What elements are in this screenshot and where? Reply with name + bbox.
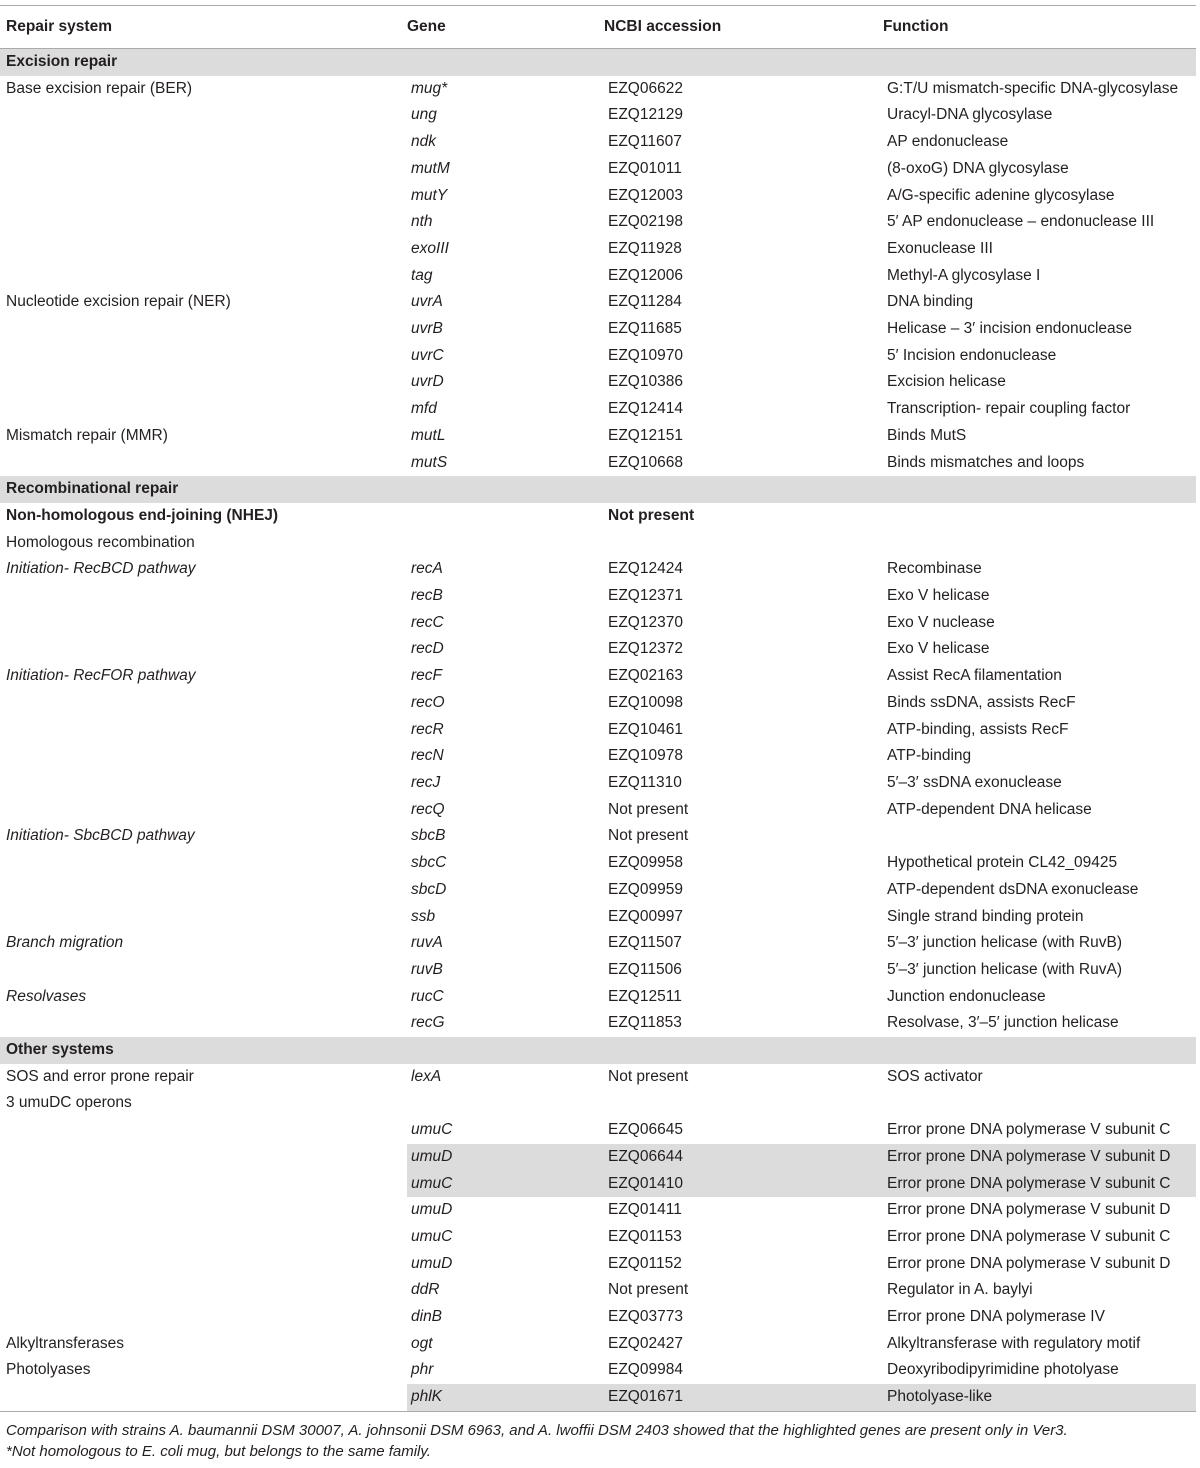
function-cell: Binds MutS xyxy=(887,426,967,444)
footnote-comparison: Comparison with strains A. baumannii DSM 30007, A. johnsonii DSM 6963, and A. lwoffii DSM 2403 showed that the highlighted genes are present only in Ver3. xyxy=(6,1422,1068,1439)
repair-system-cell xyxy=(0,743,407,770)
function-cell: (8-oxoG) DNA glycosylase xyxy=(887,159,1069,177)
gene-cell: mutY xyxy=(411,186,448,204)
accession-cell: EZQ01011 xyxy=(608,159,682,177)
repair-system-cell xyxy=(0,877,407,904)
table-row xyxy=(0,1010,1196,1037)
gene-cell: ung xyxy=(411,106,437,124)
accession-cell: EZQ12129 xyxy=(608,106,683,124)
gene-cell: ruvA xyxy=(411,934,443,952)
table-footnotes xyxy=(6,1420,1068,1462)
table-row xyxy=(0,1384,1196,1411)
accession-cell: EZQ06644 xyxy=(604,1144,883,1171)
table-row xyxy=(0,423,1196,450)
gene-cell: recJ xyxy=(411,773,441,791)
function-cell: Photolyase-like xyxy=(883,1384,1196,1411)
table-row xyxy=(0,663,1196,690)
gene-cell: mutS xyxy=(411,453,448,471)
table-row xyxy=(0,369,1196,396)
repair-system-cell xyxy=(0,690,407,717)
table-row xyxy=(0,503,1196,530)
gene-cell: uvrD xyxy=(411,373,444,391)
function-cell: Error prone DNA polymerase V subunit C xyxy=(887,1227,1171,1245)
gene-cell: sbcD xyxy=(411,880,447,898)
accession-cell: EZQ00997 xyxy=(608,907,683,925)
repair-system-cell: Base excision repair (BER) xyxy=(6,79,193,97)
accession-cell: EZQ01410 xyxy=(604,1171,883,1198)
gene-cell: recQ xyxy=(411,800,445,818)
gene-cell: recF xyxy=(411,667,442,685)
repair-system-cell xyxy=(0,316,407,343)
function-cell: Error prone DNA polymerase V subunit C xyxy=(887,1121,1171,1139)
accession-cell: EZQ02163 xyxy=(608,667,683,685)
table-body xyxy=(0,49,1196,1412)
function-cell: Error prone DNA polymerase V subunit D xyxy=(887,1254,1171,1272)
gene-cell: recO xyxy=(411,693,445,711)
table-row xyxy=(0,396,1196,423)
table-row xyxy=(0,1117,1196,1144)
table-row xyxy=(0,1224,1196,1251)
gene-cell: recN xyxy=(411,747,444,765)
function-cell: Deoxyribodipyrimidine photolyase xyxy=(887,1361,1119,1379)
repair-system-cell xyxy=(0,904,407,931)
repair-system-cell xyxy=(0,156,407,183)
gene-cell xyxy=(407,503,604,530)
table-row xyxy=(0,1144,1196,1171)
repair-system-cell xyxy=(0,610,407,637)
accession-cell: EZQ02427 xyxy=(608,1334,683,1352)
table-row xyxy=(0,610,1196,637)
table-row xyxy=(0,1251,1196,1278)
gene-cell: ogt xyxy=(411,1334,433,1352)
table-row xyxy=(0,1357,1196,1384)
table-row xyxy=(0,957,1196,984)
accession-cell: EZQ12372 xyxy=(608,640,683,658)
table-row xyxy=(0,1171,1196,1198)
table-row xyxy=(0,316,1196,343)
gene-cell: sbcC xyxy=(411,854,447,872)
table-row xyxy=(0,263,1196,290)
table-row xyxy=(0,450,1196,477)
repair-system-cell: SOS and error prone repair xyxy=(6,1067,194,1085)
function-cell: Regulator in A. baylyi xyxy=(887,1281,1033,1299)
repair-system-cell xyxy=(0,1304,407,1331)
accession-cell: EZQ09959 xyxy=(608,880,683,898)
accession-cell: EZQ12511 xyxy=(608,987,682,1005)
repair-system-cell xyxy=(0,1144,407,1171)
gene-cell: mutL xyxy=(411,426,446,444)
gene-cell xyxy=(407,530,604,557)
repair-system-cell xyxy=(0,1224,407,1251)
section-header-row xyxy=(0,1037,1196,1064)
header-gene: Gene xyxy=(407,6,604,49)
repair-system-cell xyxy=(0,636,407,663)
accession-cell: EZQ11607 xyxy=(608,133,682,151)
function-cell: Methyl-A glycosylase I xyxy=(887,266,1041,284)
accession-cell xyxy=(604,530,883,557)
accession-cell: EZQ12414 xyxy=(608,400,683,418)
repair-system-cell xyxy=(0,209,407,236)
gene-cell: tag xyxy=(411,266,433,284)
gene-cell xyxy=(407,1090,604,1117)
function-cell: Helicase – 3′ incision endonuclease xyxy=(887,320,1133,338)
function-cell: Assist RecA filamentation xyxy=(887,667,1062,685)
table-row xyxy=(0,1277,1196,1304)
function-cell: Binds ssDNA, assists RecF xyxy=(887,693,1076,711)
function-cell: Hypothetical protein CL42_09425 xyxy=(887,854,1118,872)
section-title: Recombinational repair xyxy=(0,476,1196,503)
footnote-mug: *Not homologous to E. coli mug, but belongs to the same family. xyxy=(6,1443,431,1460)
table-row xyxy=(0,717,1196,744)
accession-cell: EZQ12003 xyxy=(608,186,683,204)
repair-system-cell xyxy=(0,129,407,156)
repair-system-cell xyxy=(0,1010,407,1037)
accession-cell: EZQ10970 xyxy=(608,346,683,364)
table-row xyxy=(0,1331,1196,1358)
function-cell: ATP-binding, assists RecF xyxy=(887,720,1069,738)
gene-cell: recA xyxy=(411,560,443,578)
function-cell: ATP-binding xyxy=(887,747,972,765)
function-cell xyxy=(883,503,1196,530)
gene-cell: recR xyxy=(411,720,444,738)
gene-cell: mfd xyxy=(411,400,437,418)
repair-system-cell xyxy=(0,183,407,210)
table-row xyxy=(0,129,1196,156)
gene-cell: rucC xyxy=(411,987,444,1005)
repair-system-cell: Alkyltransferases xyxy=(6,1334,125,1352)
accession-cell: EZQ10386 xyxy=(608,373,683,391)
repair-genes-table xyxy=(0,5,1196,1412)
table-row xyxy=(0,530,1196,557)
function-cell: Exo V helicase xyxy=(887,587,990,605)
function-cell: Exo V nuclease xyxy=(887,613,995,631)
repair-system-cell xyxy=(0,369,407,396)
function-cell: DNA binding xyxy=(887,293,974,311)
repair-system-cell: Initiation- RecFOR pathway xyxy=(6,667,196,685)
table-row xyxy=(0,183,1196,210)
repair-system-cell: Branch migration xyxy=(6,934,124,952)
function-cell: Transcription- repair coupling factor xyxy=(887,400,1131,418)
repair-system-cell: Initiation- RecBCD pathway xyxy=(6,560,196,578)
accession-cell: EZQ06645 xyxy=(608,1121,683,1139)
repair-system-cell: Non-homologous end-joining (NHEJ) xyxy=(6,506,279,524)
gene-cell: umuD xyxy=(407,1144,604,1171)
section-header-row xyxy=(0,49,1196,76)
gene-cell: umuC xyxy=(411,1227,453,1245)
function-cell: 5′–3′ junction helicase (with RuvB) xyxy=(887,934,1122,952)
repair-system-cell xyxy=(0,1251,407,1278)
accession-cell: EZQ10461 xyxy=(608,720,683,738)
function-cell: Resolvase, 3′–5′ junction helicase xyxy=(887,1014,1119,1032)
table-row xyxy=(0,690,1196,717)
function-cell xyxy=(883,823,1196,850)
function-cell: 5′ AP endonuclease – endonuclease III xyxy=(887,213,1155,231)
table-row xyxy=(0,209,1196,236)
gene-cell: ddR xyxy=(411,1281,440,1299)
gene-cell: uvrA xyxy=(411,293,443,311)
function-cell: SOS activator xyxy=(887,1067,983,1085)
accession-cell: EZQ12006 xyxy=(608,266,683,284)
repair-system-cell xyxy=(0,263,407,290)
function-cell: AP endonuclease xyxy=(887,133,1009,151)
accession-cell: EZQ11853 xyxy=(608,1014,682,1032)
function-cell: Uracyl-DNA glycosylase xyxy=(887,106,1053,124)
table-row xyxy=(0,1090,1196,1117)
accession-cell xyxy=(604,1090,883,1117)
gene-cell: exoIII xyxy=(411,239,449,257)
accession-cell: EZQ11310 xyxy=(608,773,682,791)
accession-cell: EZQ01152 xyxy=(608,1254,682,1272)
table-row xyxy=(0,743,1196,770)
function-cell: Single strand binding protein xyxy=(887,907,1084,925)
gene-cell: phlK xyxy=(407,1384,604,1411)
function-cell: Error prone DNA polymerase V subunit D xyxy=(887,1201,1171,1219)
accession-cell: EZQ06622 xyxy=(608,79,683,97)
repair-system-cell xyxy=(0,717,407,744)
table-row xyxy=(0,76,1196,103)
function-cell: A/G-specific adenine glycosylase xyxy=(887,186,1115,204)
repair-system-cell xyxy=(0,770,407,797)
repair-system-cell xyxy=(0,1171,407,1198)
gene-cell: mutM xyxy=(411,159,450,177)
repair-system-cell: Nucleotide excision repair (NER) xyxy=(6,293,231,311)
gene-cell: umuC xyxy=(411,1121,453,1139)
table-row xyxy=(0,984,1196,1011)
repair-system-cell xyxy=(0,1197,407,1224)
repair-system-cell: 3 umuDC operons xyxy=(6,1094,132,1112)
function-cell: ATP-dependent DNA helicase xyxy=(887,800,1092,818)
gene-cell: recB xyxy=(411,587,443,605)
table-row xyxy=(0,583,1196,610)
table-row xyxy=(0,770,1196,797)
table-header-row xyxy=(0,6,1196,49)
function-cell xyxy=(883,530,1196,557)
accession-cell: EZQ12424 xyxy=(608,560,683,578)
gene-cell: recG xyxy=(411,1014,445,1032)
repair-system-cell: Initiation- SbcBCD pathway xyxy=(6,827,195,845)
repair-system-cell: Photolyases xyxy=(6,1361,91,1379)
function-cell xyxy=(883,1090,1196,1117)
accession-cell: EZQ11507 xyxy=(608,934,682,952)
accession-cell: EZQ12371 xyxy=(608,587,683,605)
table-row xyxy=(0,556,1196,583)
gene-cell: recC xyxy=(411,613,444,631)
accession-cell: EZQ10668 xyxy=(608,453,683,471)
function-cell: Alkyltransferase with regulatory motif xyxy=(887,1334,1141,1352)
function-cell: G:T/U mismatch-specific DNA-glycosylase xyxy=(887,79,1179,97)
function-cell: Excision helicase xyxy=(887,373,1006,391)
accession-cell: Not present xyxy=(608,1067,689,1085)
repair-system-cell xyxy=(0,850,407,877)
gene-cell: recD xyxy=(411,640,444,658)
function-cell: Exonuclease III xyxy=(887,239,993,257)
header-function: Function xyxy=(883,6,1196,49)
accession-cell: EZQ03773 xyxy=(608,1308,683,1326)
accession-cell: EZQ01671 xyxy=(604,1384,883,1411)
gene-cell: ssb xyxy=(411,907,436,925)
repair-system-cell xyxy=(0,343,407,370)
repair-system-cell xyxy=(0,450,407,477)
accession-cell: EZQ09958 xyxy=(608,854,683,872)
accession-cell: EZQ10978 xyxy=(608,747,683,765)
gene-cell: sbcB xyxy=(411,827,446,845)
table-row xyxy=(0,343,1196,370)
table-row xyxy=(0,156,1196,183)
accession-cell: Not present xyxy=(608,506,695,524)
accession-cell: EZQ01153 xyxy=(608,1227,682,1245)
repair-system-cell xyxy=(0,102,407,129)
gene-cell: uvrB xyxy=(411,320,443,338)
function-cell: Error prone DNA polymerase V subunit D xyxy=(883,1144,1196,1171)
gene-cell: phr xyxy=(411,1361,434,1379)
table-row xyxy=(0,930,1196,957)
repair-system-cell xyxy=(0,583,407,610)
repair-system-cell: Mismatch repair (MMR) xyxy=(6,426,168,444)
function-cell: Error prone DNA polymerase V subunit C xyxy=(883,1171,1196,1198)
function-cell: Binds mismatches and loops xyxy=(887,453,1085,471)
gene-cell: umuD xyxy=(411,1201,453,1219)
function-cell: Junction endonuclease xyxy=(887,987,1046,1005)
accession-cell: EZQ12151 xyxy=(608,426,683,444)
table-row xyxy=(0,1197,1196,1224)
accession-cell: EZQ12370 xyxy=(608,613,683,631)
function-cell: 5′–3′ ssDNA exonuclease xyxy=(887,773,1062,791)
table-row xyxy=(0,236,1196,263)
table-row xyxy=(0,1304,1196,1331)
gene-cell: dinB xyxy=(411,1308,443,1326)
accession-cell: EZQ10098 xyxy=(608,693,683,711)
repair-system-cell xyxy=(0,236,407,263)
gene-cell: ruvB xyxy=(411,960,443,978)
table-row xyxy=(0,102,1196,129)
accession-cell: Not present xyxy=(608,1281,689,1299)
table-row xyxy=(0,1064,1196,1091)
repair-system-cell xyxy=(0,957,407,984)
function-cell: Recombinase xyxy=(887,560,982,578)
gene-cell: lexA xyxy=(411,1067,442,1085)
section-title: Excision repair xyxy=(0,49,1196,76)
gene-cell: uvrC xyxy=(411,346,444,364)
header-repair-system: Repair system xyxy=(0,6,407,49)
table-row xyxy=(0,850,1196,877)
table-row xyxy=(0,636,1196,663)
section-title: Other systems xyxy=(0,1037,1196,1064)
table-row xyxy=(0,797,1196,824)
accession-cell: EZQ11506 xyxy=(608,960,682,978)
repair-system-cell xyxy=(0,1117,407,1144)
accession-cell: EZQ11928 xyxy=(608,239,682,257)
accession-cell: EZQ11685 xyxy=(608,320,682,338)
repair-system-cell: Resolvases xyxy=(6,987,87,1005)
repair-system-cell xyxy=(0,1277,407,1304)
gene-cell: umuD xyxy=(411,1254,453,1272)
accession-cell: Not present xyxy=(608,800,689,818)
function-cell: Error prone DNA polymerase IV xyxy=(887,1308,1105,1326)
accession-cell: EZQ11284 xyxy=(608,293,682,311)
repair-system-cell: Homologous recombination xyxy=(6,533,195,551)
function-cell: 5′–3′ junction helicase (with RuvA) xyxy=(887,960,1122,978)
accession-cell: EZQ09984 xyxy=(608,1361,683,1379)
gene-cell: umuC xyxy=(407,1171,604,1198)
function-cell: Exo V helicase xyxy=(887,640,990,658)
function-cell: 5′ Incision endonuclease xyxy=(887,346,1057,364)
section-header-row xyxy=(0,476,1196,503)
repair-system-cell xyxy=(0,1384,407,1411)
accession-cell: Not present xyxy=(608,827,689,845)
header-accession: NCBI accession xyxy=(604,6,883,49)
gene-cell: ndk xyxy=(411,133,436,151)
repair-system-cell xyxy=(0,396,407,423)
table-row xyxy=(0,877,1196,904)
accession-cell: EZQ01411 xyxy=(608,1201,682,1219)
table-row xyxy=(0,289,1196,316)
table-row xyxy=(0,823,1196,850)
accession-cell: EZQ02198 xyxy=(608,213,683,231)
gene-cell: nth xyxy=(411,213,433,231)
table-row xyxy=(0,904,1196,931)
function-cell: ATP-dependent dsDNA exonuclease xyxy=(887,880,1139,898)
repair-system-cell xyxy=(0,797,407,824)
gene-cell: mug* xyxy=(411,79,448,97)
